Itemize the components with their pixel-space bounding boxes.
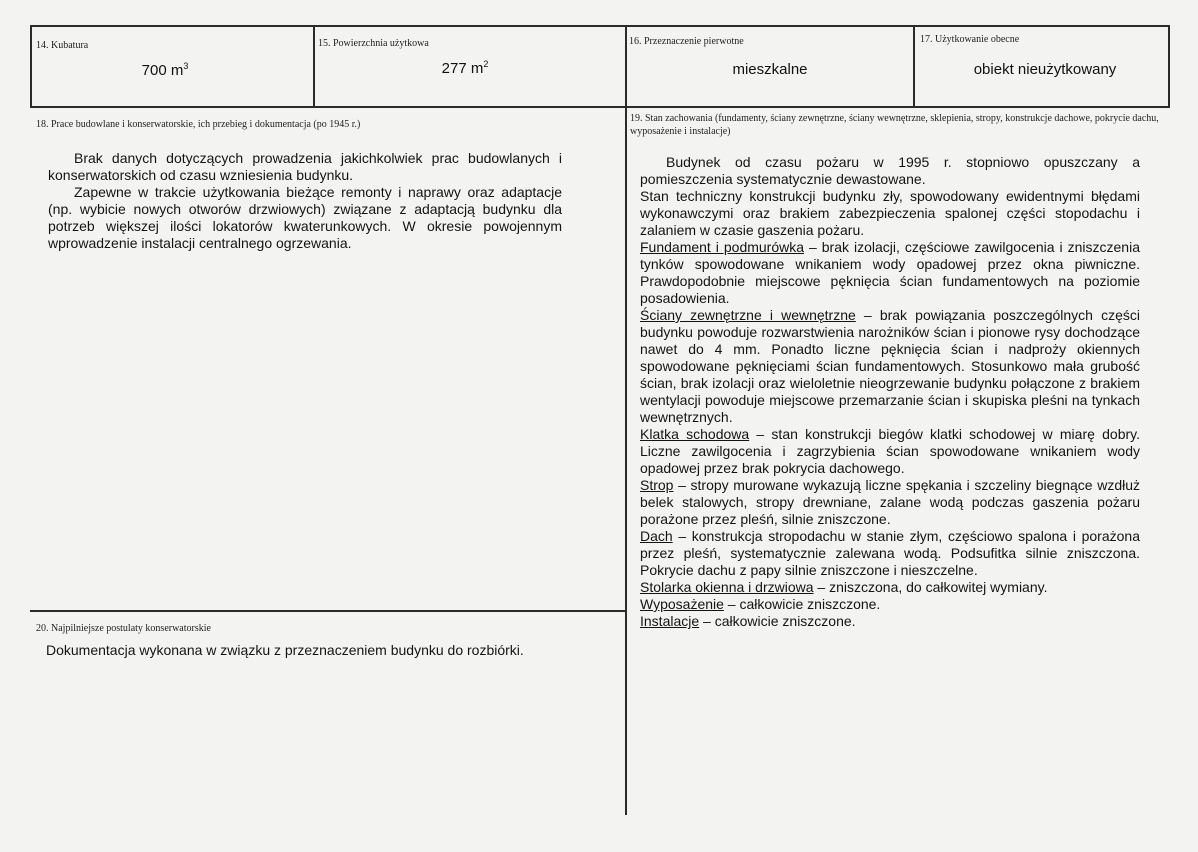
field18-label: 18. Prace budowlane i konserwatorskie, ich przebieg i dokumentacja (po 1945 r.) <box>36 119 361 130</box>
field19-body <box>640 154 1140 630</box>
field17-value: obiekt nieużytkowany <box>973 61 1117 78</box>
condition-text-installations: – całkowicie zniszczone. <box>699 613 856 629</box>
field17-label: 17. Użytkowanie obecne <box>920 34 1020 45</box>
field20-label: 20. Najpilniejsze postulaty konserwatorskie <box>36 623 211 634</box>
field20-top-border <box>30 610 627 612</box>
condition-item-ceiling <box>640 477 1140 528</box>
condition-term-installations: Instalacje <box>640 613 700 629</box>
condition-term-ceiling: Strop <box>640 477 674 493</box>
condition-item-installations <box>640 613 1140 630</box>
field15-unit-exponent: 2 <box>483 59 489 69</box>
condition-term-walls: Ściany zewnętrzne i wewnętrzne <box>640 307 856 323</box>
right-border-row1 <box>1168 25 1170 108</box>
condition-item-joinery <box>640 579 1140 596</box>
condition-text-ceiling: – stropy murowane wykazują liczne spękania i szczeliny biegnące wzdłuż belek stalowych, stropy drewniane, zalane wodą podczas gaszenia pożaru porażone przez pleśń, silnie zniszczone. <box>640 477 1140 527</box>
field16-value: mieszkalne <box>732 61 808 78</box>
field19-label: 19. Stan zachowania (fundamenty, ściany zewnętrzne, ściany wewnętrzne, sklepienia, stropy, konstrukcje dachowe, pokrycie dachu, wyposażenie i instalacje) <box>630 113 1159 137</box>
field15-label: 15. Powierzchnia użytkowa <box>318 38 429 49</box>
condition-term-foundation: Fundament i podmurówka <box>640 239 805 255</box>
condition-term-joinery: Stolarka okienna i drzwiowa <box>640 579 814 595</box>
condition-text-equipment: – całkowicie zniszczone. <box>723 596 881 612</box>
condition-term-staircase: Klatka schodowa <box>640 426 750 442</box>
condition-text-staircase: – stan konstrukcji biegów klatki schodowej w miarę dobry. Liczne zawilgocenia i zagrzybienia ścian spowodowane wnikaniem wody opadowej przez brak pokrycia dachowego. <box>640 426 1140 476</box>
center-divider <box>625 25 627 815</box>
field18-paragraph-2: Zapewne w trakcie użytkowania bieżące remonty i naprawy oraz adaptacje (np. wybicie nowych otworów drzwiowych) związane z adaptacją budynku dla potrzeb większej ilości lokatorów kwaterunkowych. W okresie powojennym wprowadzenie instalacji centralnego ogrzewania. <box>48 184 562 251</box>
condition-item-roof <box>640 528 1140 579</box>
divider-14-15 <box>313 25 315 108</box>
row1-bottom-border <box>30 106 1170 108</box>
field16-label: 16. Przeznaczenie pierwotne <box>629 36 744 47</box>
field15-value-text: 277 m <box>441 60 484 77</box>
condition-text-roof: – konstrukcja stropodachu w stanie złym, częściowo spalona i porażona przez pleśń, systematycznie zalewana wodą. Podsufitka silnie zniszczona. Pokrycie dachu z papy silnie zniszczone i nieszczelne. <box>640 528 1140 578</box>
field20-text: Dokumentacja wykonana w związku z przeznaczeniem budynku do rozbiórki. <box>46 642 524 658</box>
divider-16-17 <box>913 25 915 108</box>
condition-item-foundation <box>640 239 1140 307</box>
condition-text-walls: – brak powiązania poszczególnych części budynku powoduje rozwarstwienia narożników ścian i pionowe rysy dochodzące nawet do 4 mm. Ponadto liczne pęknięcia ścian i nadproży okiennych spowodowane pęknięciami ścian fundamentowych. Stosunkowo mała grubość ścian, brak izolacji oraz wieloletnie nieogrzewanie budynku połączone z brakiem wentylacji powoduje miejscowe przemarzanie ścian i skupiska pleśni na tynkach wewnętrznych. <box>640 307 1140 425</box>
field14-unit-exponent: 3 <box>183 61 189 71</box>
field14-value <box>100 62 230 79</box>
condition-item-equipment <box>640 596 1140 613</box>
field14-value-text: 700 m <box>141 62 184 79</box>
condition-text-foundation: – brak izolacji, częściowe zawilgocenia i zniszczenia tynków spowodowane wnikaniem wody opadowej przez okna piwniczne. Prawdopodobnie miejscowe pęknięcia ścian fundamentowych na poziomie posadowienia. <box>640 239 1140 306</box>
condition-item-walls <box>640 307 1140 426</box>
field19-general-condition: Stan techniczny konstrukcji budynku zły, spowodowany ewidentnymi błędami wykonawczymi oraz brakiem zabezpieczenia spalonej części stopodachu i zalaniem w czasie gaszenia pożaru. <box>640 188 1140 238</box>
condition-item-staircase <box>640 426 1140 477</box>
condition-term-roof: Dach <box>640 528 673 544</box>
field15-value <box>400 60 530 77</box>
top-border <box>30 25 1170 27</box>
condition-text-joinery: – zniszczona, do całkowitej wymiany. <box>813 579 1048 595</box>
field19-intro: Budynek od czasu pożaru w 1995 r. stopniowo opuszczany a pomieszczenia systematycznie dewastowane. <box>640 154 1140 187</box>
left-border <box>30 25 32 108</box>
field18-body <box>48 150 562 252</box>
field14-label: 14. Kubatura <box>36 40 89 51</box>
condition-term-equipment: Wyposażenie <box>640 596 724 612</box>
field18-paragraph-1: Brak danych dotyczących prowadzenia jakichkolwiek prac budowlanych i konserwatorskich od czasu wzniesienia budynku. <box>48 150 562 183</box>
